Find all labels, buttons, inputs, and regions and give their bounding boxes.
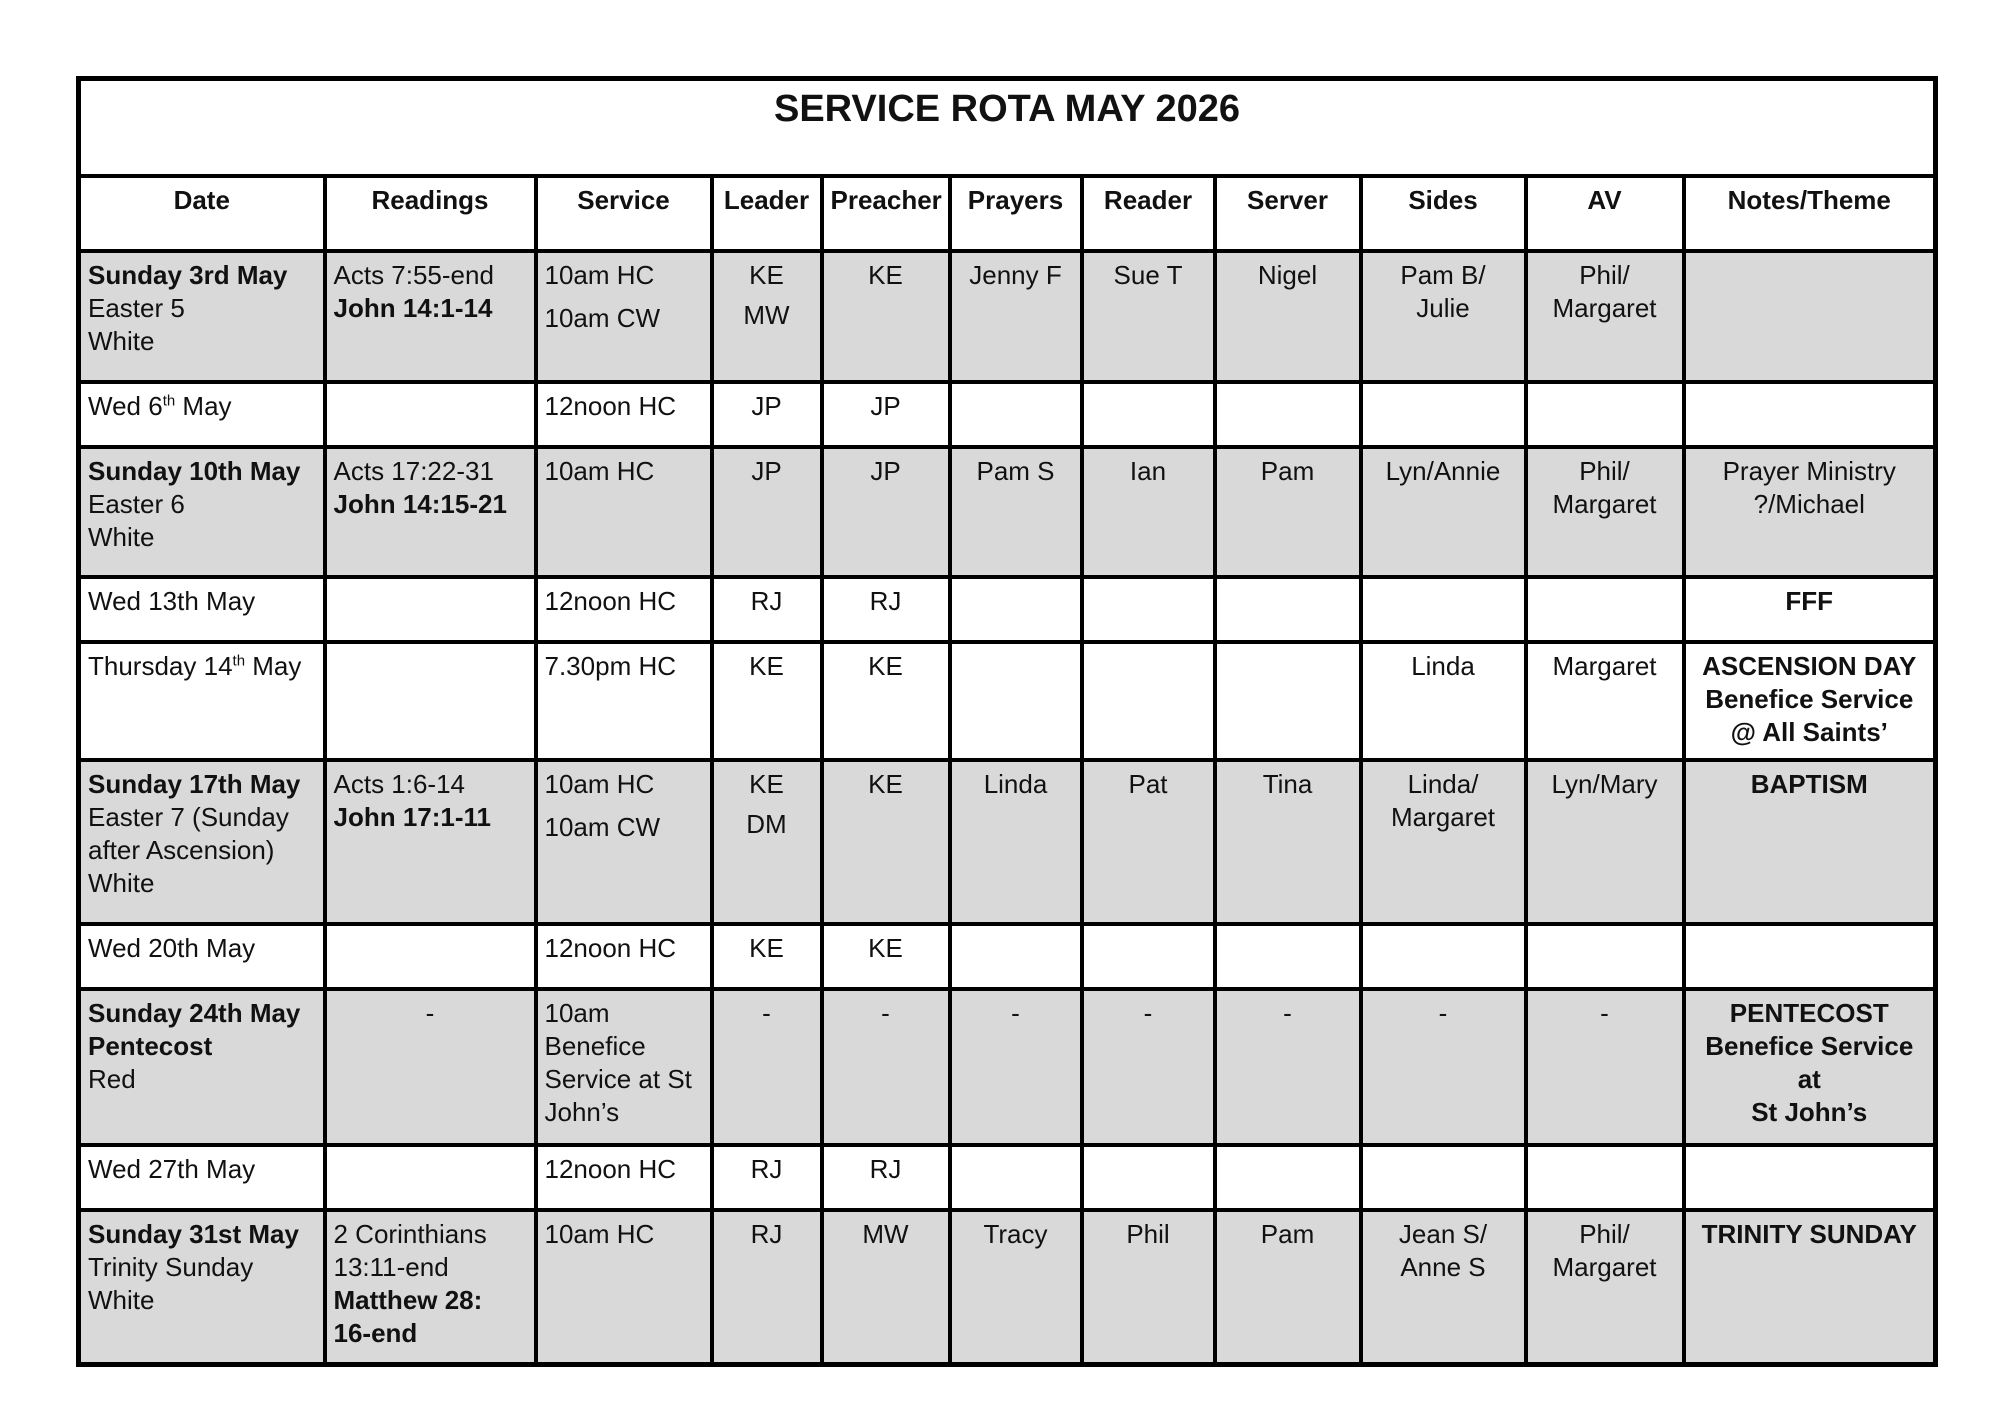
av-cell bbox=[1526, 251, 1684, 382]
sides-cell bbox=[1361, 924, 1526, 989]
col-header-av: AV bbox=[1526, 176, 1684, 251]
reader-cell bbox=[1082, 382, 1215, 447]
prayers-cell bbox=[950, 924, 1082, 989]
preacher-cell: KE bbox=[822, 760, 950, 924]
col-header-date: Date bbox=[79, 176, 325, 251]
preacher-cell: KE bbox=[822, 924, 950, 989]
preacher-cell: KE bbox=[822, 251, 950, 382]
preacher-cell: JP bbox=[822, 447, 950, 577]
leader-cell bbox=[712, 251, 822, 382]
server-cell: Pam bbox=[1215, 1210, 1361, 1364]
leader-line: KE bbox=[749, 769, 784, 799]
table-row bbox=[79, 642, 1936, 760]
col-header-service: Service bbox=[536, 176, 712, 251]
col-header-sides: Sides bbox=[1361, 176, 1526, 251]
notes-cell bbox=[1684, 924, 1936, 989]
leader-cell: RJ bbox=[712, 1145, 822, 1210]
table-row bbox=[79, 1210, 1936, 1364]
sides-line: Pam B/ bbox=[1400, 260, 1486, 290]
date-main: Pentecost bbox=[88, 1031, 213, 1061]
service-cell: 12noon HC bbox=[536, 924, 712, 989]
date-main: Sunday 10th May bbox=[88, 456, 301, 486]
sides-line: Anne S bbox=[1400, 1252, 1486, 1282]
reading-plain: Acts 7:55-end bbox=[333, 260, 494, 290]
sides-cell: Lyn/Annie bbox=[1361, 447, 1526, 577]
date-line: Trinity Sunday bbox=[88, 1252, 254, 1282]
preacher-cell: MW bbox=[822, 1210, 950, 1364]
date-cell: Wed 27th May bbox=[79, 1145, 325, 1210]
leader-line: MW bbox=[743, 300, 790, 330]
reader-cell bbox=[1082, 642, 1215, 760]
prayers-cell: Tracy bbox=[950, 1210, 1082, 1364]
service-cell: 10am HC bbox=[536, 447, 712, 577]
date-line: Red bbox=[88, 1064, 136, 1094]
reading-plain: 2 Corinthians bbox=[333, 1219, 487, 1249]
service-cell: 12noon HC bbox=[536, 577, 712, 642]
readings-cell bbox=[325, 577, 536, 642]
server-cell: - bbox=[1215, 989, 1361, 1145]
date-prefix: Thursday 14 bbox=[88, 651, 233, 681]
service-cell bbox=[536, 251, 712, 382]
av-line: Margaret bbox=[1552, 293, 1657, 323]
sides-cell bbox=[1361, 1210, 1526, 1364]
sides-line: Margaret bbox=[1390, 802, 1496, 832]
reading-bold: Matthew 28: bbox=[333, 1285, 483, 1315]
reading-plain: 13:11-end bbox=[333, 1252, 449, 1282]
leader-cell: RJ bbox=[712, 1210, 822, 1364]
service-line: Service at St bbox=[544, 1064, 692, 1094]
col-header-notes: Notes/Theme bbox=[1684, 176, 1936, 251]
service-line: 10am bbox=[544, 998, 610, 1028]
date-main: Sunday 24th May bbox=[88, 998, 301, 1028]
preacher-cell: JP bbox=[822, 382, 950, 447]
date-line: White bbox=[88, 522, 155, 552]
reader-cell bbox=[1082, 577, 1215, 642]
service-cell: 10am HC bbox=[536, 1210, 712, 1364]
av-line: Phil/ bbox=[1579, 1219, 1630, 1249]
prayers-cell: Linda bbox=[950, 760, 1082, 924]
table-row bbox=[79, 447, 1936, 577]
date-line: White bbox=[88, 1285, 155, 1315]
sides-cell bbox=[1361, 1145, 1526, 1210]
service-line: 10am CW bbox=[544, 812, 661, 842]
notes-cell: BAPTISM bbox=[1684, 760, 1936, 924]
av-cell: Lyn/Mary bbox=[1526, 760, 1684, 924]
reading-plain: Acts 17:22-31 bbox=[333, 456, 494, 486]
sides-line: Julie bbox=[1416, 293, 1470, 323]
date-main: Sunday 3rd May bbox=[88, 260, 288, 290]
leader-line: KE bbox=[749, 260, 784, 290]
service-rota-table bbox=[76, 76, 1938, 1367]
date-line: Easter 7 (Sunday bbox=[88, 802, 289, 832]
notes-cell: FFF bbox=[1684, 577, 1936, 642]
date-ordinal: th bbox=[232, 652, 246, 670]
av-line: Phil/ bbox=[1579, 260, 1630, 290]
leader-cell: JP bbox=[712, 447, 822, 577]
prayers-cell: Pam S bbox=[950, 447, 1082, 577]
av-line: Phil/ bbox=[1579, 456, 1630, 486]
table-row bbox=[79, 577, 1936, 642]
date-cell: Wed 13th May bbox=[79, 577, 325, 642]
notes-line: Benefice Service at bbox=[1705, 1031, 1914, 1094]
leader-cell: - bbox=[712, 989, 822, 1145]
readings-cell bbox=[325, 1145, 536, 1210]
reader-cell: Pat bbox=[1082, 760, 1215, 924]
table-row bbox=[79, 251, 1936, 382]
notes-line: Prayer Ministry bbox=[1722, 456, 1896, 486]
server-cell bbox=[1215, 577, 1361, 642]
service-cell bbox=[536, 760, 712, 924]
date-line: Easter 5 bbox=[88, 293, 185, 323]
reader-cell: - bbox=[1082, 989, 1215, 1145]
server-cell bbox=[1215, 642, 1361, 760]
header-row bbox=[79, 176, 1936, 251]
col-header-preacher: Preacher bbox=[822, 176, 950, 251]
reader-cell bbox=[1082, 924, 1215, 989]
reader-cell: Sue T bbox=[1082, 251, 1215, 382]
sides-cell bbox=[1361, 577, 1526, 642]
av-cell bbox=[1526, 924, 1684, 989]
server-cell bbox=[1215, 924, 1361, 989]
prayers-cell: - bbox=[950, 989, 1082, 1145]
leader-cell: KE bbox=[712, 924, 822, 989]
readings-cell bbox=[325, 382, 536, 447]
server-cell: Nigel bbox=[1215, 251, 1361, 382]
server-cell: Pam bbox=[1215, 447, 1361, 577]
date-line: after Ascension) bbox=[88, 835, 275, 865]
prayers-cell bbox=[950, 577, 1082, 642]
leader-line: DM bbox=[746, 809, 787, 839]
av-cell bbox=[1526, 577, 1684, 642]
server-cell bbox=[1215, 382, 1361, 447]
prayers-cell bbox=[950, 1145, 1082, 1210]
service-cell: 12noon HC bbox=[536, 382, 712, 447]
notes-line: ASCENSION DAY bbox=[1702, 651, 1917, 681]
reader-cell bbox=[1082, 1145, 1215, 1210]
service-line: John’s bbox=[544, 1097, 620, 1127]
date-cell: Wed 20th May bbox=[79, 924, 325, 989]
av-cell: - bbox=[1526, 989, 1684, 1145]
service-line: 10am HC bbox=[544, 769, 655, 799]
table-row bbox=[79, 989, 1936, 1145]
date-cell bbox=[79, 447, 325, 577]
service-line: Benefice bbox=[544, 1031, 646, 1061]
date-main: Sunday 31st May bbox=[88, 1219, 299, 1249]
notes-line: St John’s bbox=[1751, 1097, 1868, 1127]
preacher-cell: RJ bbox=[822, 577, 950, 642]
readings-cell: - bbox=[325, 989, 536, 1145]
notes-line: Benefice Service bbox=[1705, 684, 1914, 714]
av-cell bbox=[1526, 1210, 1684, 1364]
leader-cell: KE bbox=[712, 642, 822, 760]
col-header-prayers: Prayers bbox=[950, 176, 1082, 251]
prayers-cell: Jenny F bbox=[950, 251, 1082, 382]
av-cell bbox=[1526, 447, 1684, 577]
col-header-leader: Leader bbox=[712, 176, 822, 251]
notes-line: PENTECOST bbox=[1729, 998, 1889, 1028]
readings-cell bbox=[325, 760, 536, 924]
date-main: Sunday 17th May bbox=[88, 769, 301, 799]
date-suffix: May bbox=[245, 651, 302, 681]
av-line: Margaret bbox=[1552, 1252, 1657, 1282]
preacher-cell: RJ bbox=[822, 1145, 950, 1210]
readings-cell bbox=[325, 1210, 536, 1364]
notes-line: ?/Michael bbox=[1753, 489, 1865, 519]
date-line: White bbox=[88, 326, 155, 356]
date-cell bbox=[79, 382, 325, 447]
readings-cell bbox=[325, 642, 536, 760]
service-line: 10am HC bbox=[544, 260, 655, 290]
readings-cell bbox=[325, 447, 536, 577]
notes-line: @ All Saints’ bbox=[1730, 717, 1888, 747]
col-header-server: Server bbox=[1215, 176, 1361, 251]
leader-cell: RJ bbox=[712, 577, 822, 642]
av-cell: Margaret bbox=[1526, 642, 1684, 760]
notes-cell bbox=[1684, 989, 1936, 1145]
col-header-readings: Readings bbox=[325, 176, 536, 251]
reading-bold: 16-end bbox=[333, 1318, 418, 1348]
av-cell bbox=[1526, 382, 1684, 447]
reader-cell: Ian bbox=[1082, 447, 1215, 577]
av-line: Margaret bbox=[1552, 489, 1657, 519]
table-row bbox=[79, 760, 1936, 924]
reading-bold: John 17:1-11 bbox=[333, 802, 492, 832]
date-cell bbox=[79, 989, 325, 1145]
service-cell: 12noon HC bbox=[536, 1145, 712, 1210]
date-ordinal: th bbox=[162, 392, 176, 410]
notes-cell bbox=[1684, 1145, 1936, 1210]
service-cell bbox=[536, 989, 712, 1145]
table-row bbox=[79, 1145, 1936, 1210]
av-cell bbox=[1526, 1145, 1684, 1210]
preacher-cell: - bbox=[822, 989, 950, 1145]
server-cell bbox=[1215, 1145, 1361, 1210]
leader-cell bbox=[712, 760, 822, 924]
reading-bold: John 14:1-14 bbox=[333, 293, 493, 323]
sides-cell: - bbox=[1361, 989, 1526, 1145]
notes-cell bbox=[1684, 642, 1936, 760]
date-prefix: Wed 6 bbox=[88, 391, 163, 421]
date-line: White bbox=[88, 868, 155, 898]
sides-line: Jean S/ bbox=[1398, 1219, 1488, 1249]
sides-cell bbox=[1361, 760, 1526, 924]
date-cell bbox=[79, 1210, 325, 1364]
notes-cell bbox=[1684, 447, 1936, 577]
server-cell: Tina bbox=[1215, 760, 1361, 924]
notes-cell bbox=[1684, 382, 1936, 447]
service-cell: 7.30pm HC bbox=[536, 642, 712, 760]
preacher-cell: KE bbox=[822, 642, 950, 760]
notes-cell bbox=[1684, 251, 1936, 382]
date-cell bbox=[79, 251, 325, 382]
col-header-reader: Reader bbox=[1082, 176, 1215, 251]
reader-cell: Phil bbox=[1082, 1210, 1215, 1364]
prayers-cell bbox=[950, 642, 1082, 760]
leader-cell: JP bbox=[712, 382, 822, 447]
sides-cell bbox=[1361, 382, 1526, 447]
date-cell bbox=[79, 642, 325, 760]
reading-bold: John 14:15-21 bbox=[333, 489, 507, 519]
service-line: 10am CW bbox=[544, 303, 661, 333]
reading-plain: Acts 1:6-14 bbox=[333, 769, 466, 799]
date-line: Easter 6 bbox=[88, 489, 185, 519]
table-row bbox=[79, 382, 1936, 447]
prayers-cell bbox=[950, 382, 1082, 447]
sides-cell bbox=[1361, 251, 1526, 382]
table-row bbox=[79, 924, 1936, 989]
readings-cell bbox=[325, 251, 536, 382]
date-suffix: May bbox=[175, 391, 232, 421]
sides-cell: Linda bbox=[1361, 642, 1526, 760]
rota-title: SERVICE ROTA MAY 2026 bbox=[79, 79, 1936, 177]
notes-cell: TRINITY SUNDAY bbox=[1684, 1210, 1936, 1364]
sides-line: Linda/ bbox=[1407, 769, 1479, 799]
date-cell bbox=[79, 760, 325, 924]
readings-cell bbox=[325, 924, 536, 989]
